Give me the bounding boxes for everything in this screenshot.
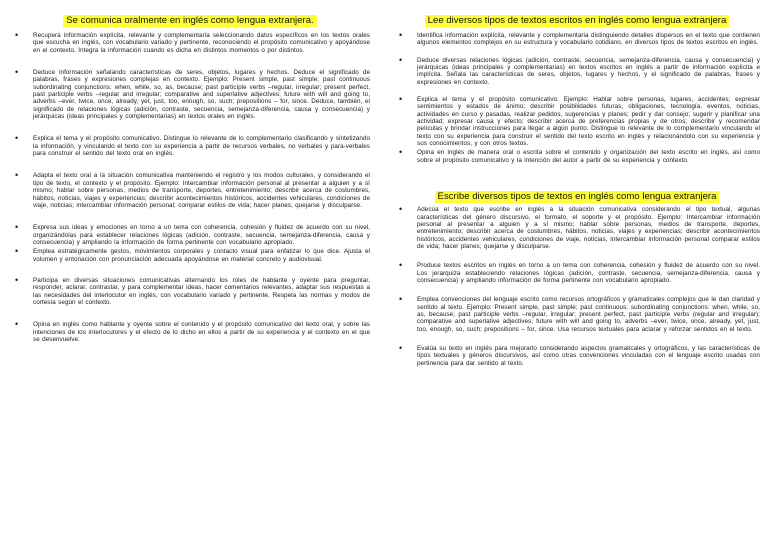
item-text: Opina en inglés de manera oral o escrita sobre el contenido y organización del texto escrito en inglés, así como sobre el propósito comunicativo y la intención del autor a partir de su experiencia y contexto. xyxy=(417,149,760,164)
bullet-icon: • xyxy=(15,246,19,257)
item-text: Deduce diversas relaciones lógicas (adición, contraste, secuencia, semejanza-diferencia, causa y consecuencia) y jerárquicas (ideas principales y complementarias) en textos escritos en inglés a partir de información explícita e implícita. Señala las características de seres, objetos, lugares y hechos, y el significado de palabras, frases y expresiones en contexto. xyxy=(417,56,760,86)
list-item xyxy=(394,54,760,86)
bullet-icon: • xyxy=(399,204,403,215)
item-text: Emplea convenciones del lenguaje escrito como recursos ortográficos y gramaticales complejos que le dan claridad y sentido al texto. Ejemplo: Present simple, past simple; past continuous; subordinating conjunctions: when, while, so, as, because; past participle verbs –regular, irregular; present perfect, past participle verbs (regular and irregular); comparative and superlative adjectives; future with will and going to, adverbs –ever, twice, once, already, yet, just, too, enough, so, such; prepositions – for, since. Usa recursos textuales para aclarar y reforzar sentidos en el texto. xyxy=(417,296,760,333)
reading-heading-wrap xyxy=(394,10,760,28)
list-item xyxy=(394,32,760,47)
list-item xyxy=(394,342,760,367)
list-item xyxy=(394,262,760,284)
bullet-icon: • xyxy=(15,67,19,78)
right-column xyxy=(394,0,760,367)
bullet-icon: • xyxy=(15,222,19,233)
oral-competency-heading: Se comunica oralmente en inglés como lengua extranjera. xyxy=(63,15,316,27)
item-text: Expresa sus ideas y emociones en torno a un tema con coherencia, cohesión y fluidez de acuerdo con su nivel, organizándolas para establecer relaciones lógicas (adición, contraste, secuencia, semejanza-diferencia, causa y consecuencia) y ampliando la información de forma pertinente con vocabulario apropiado. xyxy=(33,224,370,246)
item-text: Explica el tema y el propósito comunicativo. Distingue lo relevante de lo complementario clasificando y sintetizando la información, y vinculando el texto con su experiencia a partir de recursos verbales, no verbales y para-verbales para construir el sentido del texto oral en inglés. xyxy=(33,135,370,158)
reading-competency-heading: Lee diversos tipos de textos escritos en inglés como lengua extranjera xyxy=(425,15,730,27)
reading-competency-list xyxy=(394,32,760,164)
bullet-icon: • xyxy=(399,30,403,40)
list-item xyxy=(10,321,370,343)
bullet-icon: • xyxy=(399,294,403,305)
list-item xyxy=(394,96,760,147)
bullet-icon: • xyxy=(399,54,403,65)
list-item xyxy=(10,172,370,209)
item-text: Recupera información explícita, relevante y complementaria seleccionando datos específicos en los textos orales que escucha en inglés, con vocabulario variado y pertinente, reconociendo el propósito comunicativo y apoyándose en el contexto. Integra la información cuando es dicha en distintos momentos o por distintos. xyxy=(33,32,370,54)
bullet-icon: • xyxy=(399,94,403,105)
item-text: Opina en inglés como hablante y oyente sobre el contenido y el propósito comunicativo del texto oral, y sobre las intenciones de los interlocutores y el efecto de lo dicho en ellos a partir de su experiencia y el contexto en el que se desenvuelve. xyxy=(33,321,370,343)
bullet-icon: • xyxy=(399,147,403,158)
list-item xyxy=(10,32,370,54)
bullet-icon: • xyxy=(399,342,403,353)
bullet-icon: • xyxy=(15,133,19,144)
left-column xyxy=(10,0,370,343)
bullet-icon: • xyxy=(15,170,19,181)
oral-competency-list xyxy=(10,32,370,343)
bullet-icon: • xyxy=(15,30,19,40)
item-text: Evalúa su texto en inglés para mejorarlo considerando aspectos gramaticales y ortográficos, y las características de tipos textuales y géneros discursivos, así como otras convenciones vinculadas con el lenguaje escrito usadas con pertinencia para dar sentido al texto. xyxy=(417,344,760,367)
list-item xyxy=(10,248,370,263)
item-text: Deduce información señalando características de seres, objetos, lugares y hechos. Deduce el significado de palabras, frases y expresiones complejas en contexto. Ejemplo: Present simple, past simple; past continuous subordinating conjunctions: when, while, so, as, because; past participle verbs –regular, irregular; present perfect, past participle verbs –regular and irregular; comparative and superlative adjectives; future with will and going to, adverbs –ever, twice, once, already, yet, just, too, enough, so, such; prepositions – for, since. Deduce, también, el significado de relaciones lógicas (adición, contraste, secuencia, semejanza-diferencia, causa y consecuencia) y jerárquicas (ideas principales y complementarias) en textos orales en inglés. xyxy=(33,69,370,121)
list-item xyxy=(10,135,370,157)
list-item xyxy=(394,206,760,250)
bullet-icon: • xyxy=(15,274,19,285)
writing-competency-list xyxy=(394,206,760,367)
list-item xyxy=(394,149,760,164)
item-text: Adapta el texto oral a la situación comunicativa manteniendo el registro y los modos culturales, y considerando el tipo de texto, el contexto y el propósito. Ejemplo: Intercambiar información personal al presentar a alguien y a sí mismo; hablar sobre personas, medios de transporte, deportes, entretenimiento; describir acerca de costumbres, hábitos, noticias, viajes y experiencias; describir acontecimientos históricos, accidentes vehiculares, condiciones de viaje, noticias; intercambiar información personal; comparar estilos de vida; hacer planes; quejarse y disculparse. xyxy=(33,172,370,209)
writing-heading-wrap xyxy=(394,186,760,204)
bullet-icon: • xyxy=(399,260,403,271)
list-item xyxy=(10,69,370,120)
item-text: Explica el tema y el propósito comunicativo. Ejemplo: Hablar sobre personas, lugares, accidentes; expresar sentimientos y estados de ánimo; describir posibilidades futuras, obligaciones, tecnología, eventos, noticias, actividades en curso y pasadas, realizar pedidos, sugerencias y planes; pedir y dar consejo; sugerir y planificar una actividad; expresar causa y efecto; describir acerca de preferencias propias y de otros; describir y recomendar películas y brindar instrucciones para llegar a algún punto. Distingue lo relevante de lo complementario vinculando el texto con su experiencia para construir el sentido del texto escrito en inglés y relacionándolo con su experiencia y sus conocimientos, y con otros textos. xyxy=(417,96,760,148)
item-text: Identifica información explícita, relevante y complementaria distinguiendo detalles dispersos en el texto que contienen algunos elementos complejos en su estructura y vocabulario cotidiano, en diversos tipos de textos escritos en inglés. xyxy=(417,32,760,47)
item-text: Adecúa el texto que escribe en inglés a la situación comunicativa considerando el tipo textual, algunas características del género discursivo, el formato, el soporte y el propósito. Ejemplo: Intercambiar información personal al presentar a alguien y a sí mismo; hablar sobre personas, medios de transporte, deportes, entretenimiento; describir acerca de costumbres, hábitos, noticias, viajes y experiencias; describir acontecimientos históricos, accidentes vehiculares, condiciones de viaje, noticias, intercambiar información personal comparar estilos de vida; hacer planes; quejarse y disculparse. xyxy=(417,206,760,250)
bullet-icon: • xyxy=(15,319,19,330)
item-text: Emplea estratégicamente gestos, movimientos corporales y contacto visual para enfatizar lo que dice. Ajusta el volumen y entonación con pronunciación adecuada apoyándose en material concreto y audiovisual. xyxy=(33,248,370,263)
item-text: Participa en diversas situaciones comunicativas alternando los roles de hablante y oyente para preguntar, responder, aclarar, contrastar, y para complementar ideas, hacer comentarios relevantes, adaptar sus respuestas a las necesidades del interlocutor en inglés, con vocabulario variado y pertinente. Respeta las normas y modos de cortesía según el contexto. xyxy=(33,276,370,306)
item-text: Produce textos escritos en inglés en torno a un tema con coherencia, cohesión y fluidez de acuerdo con su nivel. Los jerarquiza estableciendo relaciones lógicas (adición, contraste, secuencia, semejanza-diferencia, causa y consecuencia) y ampliando información de forma pertinente con vocabulario apropiado. xyxy=(417,262,760,284)
list-item xyxy=(394,296,760,333)
left-heading-wrap xyxy=(10,10,370,28)
list-item xyxy=(10,224,370,246)
writing-competency-heading: Escribe diversos tipos de textos en inglés como lengua extranjera xyxy=(435,191,720,203)
list-item xyxy=(10,274,370,306)
